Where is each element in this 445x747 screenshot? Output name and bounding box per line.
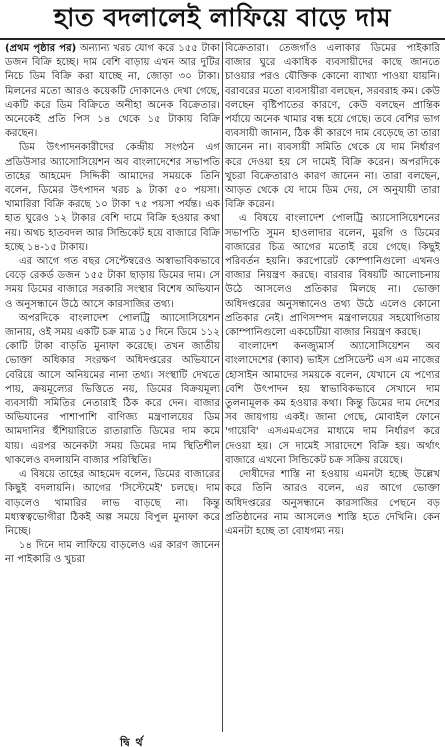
column-divider [222,42,223,732]
paragraph: ডিম উৎপাদনকারীদের কেন্দ্রীয় সংগঠন এগ প্রডিউসার অ্যাসোসিয়েশন অব বাংলাদেশের সভাপতি তাহের আহমেদ সিদ্দিকী আমাদের সময়কে তিনি বলেন, ডিমের উৎপাদন খরচ ৯ টাকা ৫০ পয়সা। খামারিরা বিক্রি করছে ১০ টাকা ৭৫ পয়সা পর্যন্ত। এক হাত ঘুরেও ১২ টাকার বেশি দামে বিক্রি হওয়ার কথা নয়। অথচ হাতবদল আর সিন্ডিকেট হয়ে বাজারে বিক্রি হচ্ছে ১৪-১৫ টাকায়। [5,142,220,253]
paragraph: বিক্রেতারা। তেজগাঁও এলাকার ডিমের পাইকারি বাজার ঘুরে একাধিক ব্যবসায়ীদের কাছে জানতে চাওয়ার পরও যৌক্তিক কোনো ব্যাখ্যা পাওয়া যায়নি। বরাবরের মতো ব্যবসায়ীরা বলছেন, সরবরাহ কম। কেউ বলছেন বৃষ্টিপাতের কারণে, কেউ বলছেন প্রান্তিক পর্যায়ে অনেক খামার বন্ধ হয়ে গেছে। তবে বেশির ভাগ ব্যবসায়ী জানান, ঠিক কী কারণে দাম বেড়েছে তা তারা জানেন না। ব্যবসায়ী সমিতি থেকে যে দাম নির্ধারণ করে দেওয়া হয় সে দামেই বিক্রি করেন। অপরদিকে খুচরা বিক্রেতারাও কারণ জানেন না। তারা বলছেন, আড়ত থেকে যে দামে ডিম দেয়, সে অনুযায়ী তারা বিক্রি করেন। [225,43,440,211]
paragraph: এ বিষয়ে বাংলাদেশ পোলট্রি অ্যাসোসিয়েশনের সভাপতি সুমন হাওলাদার বলেন, মুরগি ও ডিমের বাজারের চিত্র আগের মতোই রয়ে গেছে। কিছুই পরিবর্তন হয়নি। করপোরেট কোম্পানিগুলো এখনও বাজার নিয়ন্ত্রণ করছে। বারবার বিষয়টি আলোচনায় উঠে আসলেও প্রতিকার মিলছে না। ভোক্তা অধিদপ্তরের অনুসন্ধানেও তথ্য উঠে এলেও কোনো প্রতিকার নেই। প্রাণিসম্পদ মন্ত্রণালয়ের সহযোগিতায় কোম্পানিগুলো একচেটিয়া বাজার নিয়ন্ত্রণ করছে। [225,213,440,339]
paragraph: ১৪ দিনে দাম লাফিয়ে বাড়লেও এর কারণ জানেন না পাইকারি ও খুচরা [5,540,220,566]
paragraph [5,42,220,141]
paragraph: দোষীদের শাস্তি না হওয়ায় এমনটা হচ্ছে উল্লেখ করে তিনি আরও বলেন, এর আগে ভোক্তা অধিদপ্তরের অনুসন্ধানে কারসাজির পেছনে বড় প্রতিষ্ঠানের নাম আসলেও শাস্তি হতে দেখিনি। কেন এমনটা হচ্ছে তা বোধগম্য নয়। [225,469,440,537]
right-column [225,42,440,732]
paragraph: এ বিষয়ে তাহের আহমেদ বলেন, ডিমের বাজারের কিছুই বদলায়নি। আগের 'সিস্টেমেই' চলছে। দাম বাড়লেও খামারির লাভ বাড়ছে না। কিন্তু মধ্যস্বত্বভোগীরা ঠিকই অল্প সময়ে বিপুল মুনাফা করে নিচ্ছে। [5,469,220,537]
article-columns [5,42,440,732]
continuation-label: (প্রথম পৃষ্ঠার পর) [5,43,77,54]
paragraph: বাংলাদেশ কনজ্যুমার্স অ্যাসোসিয়েশন অব বাংলাদেশের (ক্যাব) ভাইস প্রেসিডেন্ট এস এম নাজের হোসাইন আমাদের সময়কে বলেন, যেখানে যে পণ্যের বেশি উৎপাদন হয় স্বাভাবিকভাবে সেখানে দাম তুলনামূলক কম হওয়ার কথা। কিন্তু ডিমের দাম দেশের সব জায়গায় একই। জানা গেছে, মোবাইল ফোনে 'গায়েবি' এসএমএসের মাধ্যমে দাম নির্ধারণ করে দেওয়া হয়। সে দামেই সারাদেশে বিক্রি হয়। অর্থাৎ বাজারে এখনো সিন্ডিকেট চক্র সক্রিয় রয়েছে। [225,341,440,466]
paragraph-text: অন্যান্য খরচ যোগ করে ১৫৫ টাকা ডজন বিক্রি হচ্ছে। দাম বেশি বাড়ায় এখন আর দুটির নিচে ডিম বিক্রি করা যাচ্ছে না, জোড়া ৩০ টাকা। মিলনের মতো আরও কয়েকটি দোকানেও দেখা গেছে, একটি করে ডিম বিক্রিতে অনীহা অনেক বিক্রেতার। অনেকেই প্রতি পিস ১৪ থেকে ১৫ টাকায় বিক্রি করছেন। [5,43,220,140]
footer-fragment-text: দ্বি র্থ [120,736,144,747]
left-column [5,42,220,732]
footer-fragment [0,734,445,747]
paragraph: এর আগে গত বছর সেপ্টেম্বরেও অস্বাভাবিকভাবে বেড়ে রেকর্ড ডজন ১৫৫ টাকা ছাড়ায় ডিমের দাম। সে সময় ডিমের বাজারে সরকারি সংস্থার বিশেষ অভিযান ও অনুসন্ধানে উঠে আসে কারসাজির তথ্য। [5,256,220,310]
headline: হাত বদলালেই লাফিয়ে বাড়ে দাম [0,0,445,40]
paragraph: অপরদিকে বাংলাদেশ পোলট্রি অ্যাসোসিয়েশন জানায়, ওই সময় একটি চক্র মাত্র ১৫ দিনে ডিমে ১১২ কোটি টাকা বাড়তি মুনাফা করেছে। তখন জাতীয় ভোক্তা অধিকার সংরক্ষণ অধিদপ্তরের অভিযানে বেরিয়ে আসে অনিয়মের নানা তথ্য। সংস্থাটি দেখতে পায়, ক্রয়মূল্যের ভিত্তিতে নয়, ডিমের বিক্রয়মূল্য ব্যবসায়ী সমিতির নেতারাই ঠিক করে দেন। বাজার অভিযানের পাশাপাশি বাণিজ্য মন্ত্রণালয়ের ডিম আমদানির হুঁশিয়ারিতে রাতারাতি ডিমের দাম কমে যায়। এরপর অনেকটা সময় ডিমের দাম স্থিতিশীল থাকলেও বদলায়নি বাজার পরিস্থিতি। [5,312,220,466]
